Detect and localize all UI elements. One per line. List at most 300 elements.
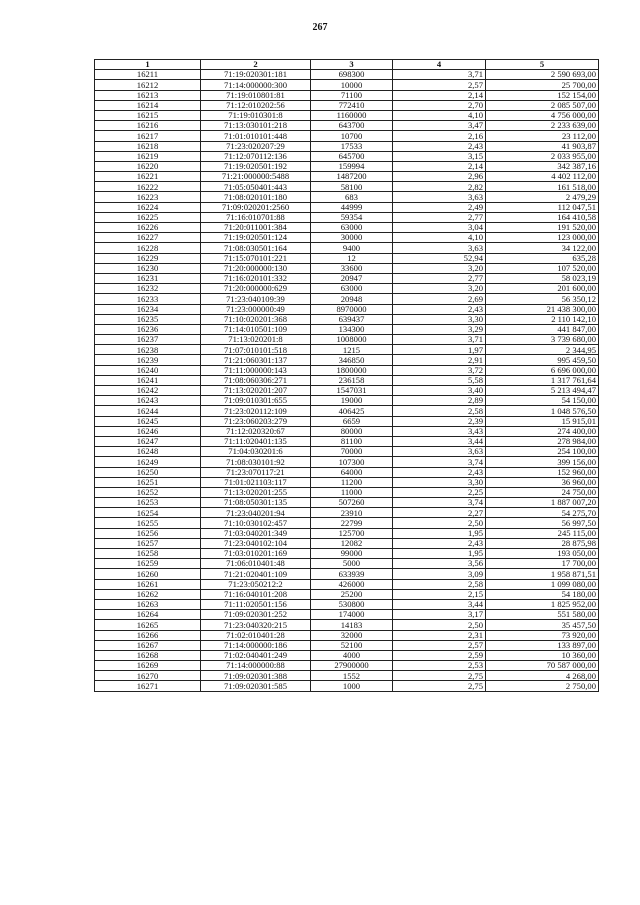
cell-cadastral-number: 71:08:030501:164 [201, 243, 311, 253]
table-row [95, 182, 599, 192]
cell-cadastral-value: 278 984,00 [486, 436, 599, 446]
cell-rate: 2,57 [393, 640, 486, 650]
cell-cadastral-value: 1 958 871,51 [486, 569, 599, 579]
column-header-3: 3 [311, 60, 393, 70]
cell-row-number: 16222 [95, 182, 201, 192]
cell-cadastral-value: 274 400,00 [486, 426, 599, 436]
table-row [95, 467, 599, 477]
cell-cadastral-number: 71:07:010101:518 [201, 345, 311, 355]
table-row [95, 549, 599, 559]
cell-cadastral-value: 152 154,00 [486, 90, 599, 100]
cell-row-number: 16236 [95, 324, 201, 334]
cell-cadastral-number: 71:04:030201:6 [201, 447, 311, 457]
cell-rate: 3,40 [393, 386, 486, 396]
cell-cadastral-number: 71:21:060301:137 [201, 355, 311, 365]
cell-area: 27900000 [311, 661, 393, 671]
cell-cadastral-value: 35 457,50 [486, 620, 599, 630]
cell-cadastral-number: 71:19:020301:181 [201, 70, 311, 80]
cell-row-number: 16250 [95, 467, 201, 477]
cell-cadastral-value: 25 700,00 [486, 80, 599, 90]
table-body [95, 70, 599, 691]
cell-rate: 3,63 [393, 192, 486, 202]
cell-area: 52100 [311, 640, 393, 650]
cell-rate: 3,20 [393, 284, 486, 294]
cell-area: 22799 [311, 518, 393, 528]
cell-cadastral-value: 1 099 080,00 [486, 579, 599, 589]
cell-cadastral-value: 56 997,50 [486, 518, 599, 528]
cell-rate: 2,69 [393, 294, 486, 304]
cell-row-number: 16246 [95, 426, 201, 436]
cell-rate: 2,59 [393, 650, 486, 660]
cell-rate: 2,14 [393, 90, 486, 100]
table-row [95, 538, 599, 548]
cell-area: 1487200 [311, 172, 393, 182]
cell-area: 11000 [311, 487, 393, 497]
cell-cadastral-value: 2 344,95 [486, 345, 599, 355]
cell-row-number: 16254 [95, 508, 201, 518]
table-row [95, 294, 599, 304]
cell-area: 20948 [311, 294, 393, 304]
cell-area: 23910 [311, 508, 393, 518]
cell-rate: 2,77 [393, 212, 486, 222]
cell-cadastral-value: 133 897,00 [486, 640, 599, 650]
cell-rate: 3,63 [393, 243, 486, 253]
cell-cadastral-number: 71:23:040201:94 [201, 508, 311, 518]
cell-cadastral-value: 10 360,00 [486, 650, 599, 660]
table-row [95, 396, 599, 406]
cell-area: 683 [311, 192, 393, 202]
cell-cadastral-number: 71:16:020101:332 [201, 273, 311, 283]
cell-cadastral-value: 551 580,00 [486, 610, 599, 620]
cell-cadastral-value: 56 350,12 [486, 294, 599, 304]
table-row [95, 365, 599, 375]
table-row [95, 599, 599, 609]
cell-cadastral-number: 71:13:020201:255 [201, 487, 311, 497]
cell-cadastral-value: 17 700,00 [486, 559, 599, 569]
cell-row-number: 16226 [95, 223, 201, 233]
cell-cadastral-value: 2 110 142,10 [486, 314, 599, 324]
cell-cadastral-value: 164 410,58 [486, 212, 599, 222]
cell-cadastral-number: 71:19:010801:81 [201, 90, 311, 100]
table-row [95, 386, 599, 396]
cell-area: 507260 [311, 498, 393, 508]
cell-cadastral-value: 23 112,00 [486, 131, 599, 141]
cell-cadastral-number: 71:14:000000:186 [201, 640, 311, 650]
cell-cadastral-number: 71:05:050401:443 [201, 182, 311, 192]
cell-area: 6659 [311, 416, 393, 426]
cell-rate: 2,43 [393, 304, 486, 314]
cell-rate: 3,72 [393, 365, 486, 375]
cell-cadastral-value: 1 825 952,00 [486, 599, 599, 609]
cell-cadastral-number: 71:11:020501:156 [201, 599, 311, 609]
cell-cadastral-value: 191 520,00 [486, 223, 599, 233]
cell-cadastral-number: 71:08:060306:271 [201, 375, 311, 385]
cell-rate: 2,16 [393, 131, 486, 141]
cell-row-number: 16243 [95, 396, 201, 406]
cell-area: 772410 [311, 100, 393, 110]
table-row [95, 80, 599, 90]
cell-cadastral-number: 71:14:000000:300 [201, 80, 311, 90]
cell-area: 80000 [311, 426, 393, 436]
cell-cadastral-number: 71:23:020112:109 [201, 406, 311, 416]
cell-cadastral-number: 71:03:040201:349 [201, 528, 311, 538]
cell-area: 426000 [311, 579, 393, 589]
cell-row-number: 16221 [95, 172, 201, 182]
cell-area: 10000 [311, 80, 393, 90]
cell-rate: 2,43 [393, 141, 486, 151]
table-row [95, 528, 599, 538]
cell-area: 20947 [311, 273, 393, 283]
cell-cadastral-number: 71:09:010301:655 [201, 396, 311, 406]
cell-area: 1800000 [311, 365, 393, 375]
cell-row-number: 16261 [95, 579, 201, 589]
cell-cadastral-number: 71:08:020101:180 [201, 192, 311, 202]
cell-rate: 2,27 [393, 508, 486, 518]
table-row [95, 243, 599, 253]
cell-cadastral-value: 36 960,00 [486, 477, 599, 487]
cell-cadastral-value: 58 023,19 [486, 273, 599, 283]
page-number: 267 [312, 22, 328, 33]
cell-rate: 2,91 [393, 355, 486, 365]
cell-rate: 3,09 [393, 569, 486, 579]
cell-cadastral-number: 71:09:020301:252 [201, 610, 311, 620]
cell-row-number: 16213 [95, 90, 201, 100]
table-row [95, 90, 599, 100]
cell-row-number: 16262 [95, 589, 201, 599]
cell-cadastral-number: 71:20:000000:130 [201, 263, 311, 273]
table-row [95, 202, 599, 212]
table-row [95, 508, 599, 518]
cell-cadastral-value: 399 156,00 [486, 457, 599, 467]
cell-row-number: 16238 [95, 345, 201, 355]
table-row [95, 569, 599, 579]
cell-area: 70000 [311, 447, 393, 457]
cell-rate: 3,71 [393, 335, 486, 345]
cell-row-number: 16231 [95, 273, 201, 283]
table-row [95, 630, 599, 640]
cell-area: 71100 [311, 90, 393, 100]
cell-area: 1000 [311, 681, 393, 691]
cell-cadastral-value: 2 085 507,00 [486, 100, 599, 110]
cell-row-number: 16215 [95, 110, 201, 120]
cell-rate: 2,39 [393, 416, 486, 426]
cell-row-number: 16214 [95, 100, 201, 110]
cell-cadastral-value: 34 122,00 [486, 243, 599, 253]
table-row [95, 589, 599, 599]
column-header-4: 4 [393, 60, 486, 70]
cell-rate: 1,95 [393, 549, 486, 559]
table-row [95, 426, 599, 436]
cell-area: 9400 [311, 243, 393, 253]
cell-cadastral-value: 441 847,00 [486, 324, 599, 334]
cell-cadastral-number: 71:09:020301:585 [201, 681, 311, 691]
cell-rate: 3,17 [393, 610, 486, 620]
cell-cadastral-number: 71:21:000000:5488 [201, 172, 311, 182]
cell-rate: 2,43 [393, 538, 486, 548]
cell-cadastral-number: 71:08:030101:92 [201, 457, 311, 467]
table-row [95, 640, 599, 650]
cell-rate: 3,63 [393, 447, 486, 457]
cell-row-number: 16252 [95, 487, 201, 497]
cell-cadastral-value: 4 402 112,00 [486, 172, 599, 182]
cell-row-number: 16271 [95, 681, 201, 691]
table-row [95, 233, 599, 243]
table-row [95, 212, 599, 222]
cell-row-number: 16224 [95, 202, 201, 212]
table-row [95, 406, 599, 416]
cell-rate: 2,70 [393, 100, 486, 110]
table-row [95, 610, 599, 620]
table-row [95, 518, 599, 528]
cell-cadastral-value: 193 050,00 [486, 549, 599, 559]
cell-area: 406425 [311, 406, 393, 416]
cell-cadastral-number: 71:23:060203:279 [201, 416, 311, 426]
column-header-2: 2 [201, 60, 311, 70]
cell-cadastral-value: 2 479,29 [486, 192, 599, 202]
cell-row-number: 16251 [95, 477, 201, 487]
cell-area: 643700 [311, 121, 393, 131]
cell-cadastral-number: 71:03:010201:169 [201, 549, 311, 559]
cell-rate: 2,77 [393, 273, 486, 283]
table-row [95, 324, 599, 334]
cell-area: 236158 [311, 375, 393, 385]
table-row [95, 355, 599, 365]
cell-area: 99000 [311, 549, 393, 559]
cell-row-number: 16241 [95, 375, 201, 385]
cell-cadastral-number: 71:12:070112:136 [201, 151, 311, 161]
table-row [95, 375, 599, 385]
table-row [95, 253, 599, 263]
cell-row-number: 16263 [95, 599, 201, 609]
cell-area: 81100 [311, 436, 393, 446]
cell-rate: 2,58 [393, 579, 486, 589]
cell-area: 698300 [311, 70, 393, 80]
cell-cadastral-value: 54 180,00 [486, 589, 599, 599]
cell-row-number: 16265 [95, 620, 201, 630]
cell-cadastral-value: 1 048 576,50 [486, 406, 599, 416]
cell-cadastral-number: 71:23:070117:21 [201, 467, 311, 477]
cell-area: 11200 [311, 477, 393, 487]
header-row [95, 60, 599, 70]
cell-rate: 3,30 [393, 477, 486, 487]
cell-row-number: 16235 [95, 314, 201, 324]
cell-row-number: 16233 [95, 294, 201, 304]
cell-area: 5000 [311, 559, 393, 569]
cell-area: 12 [311, 253, 393, 263]
cell-area: 32000 [311, 630, 393, 640]
cell-area: 159994 [311, 161, 393, 171]
cell-row-number: 16264 [95, 610, 201, 620]
cell-cadastral-value: 112 047,51 [486, 202, 599, 212]
cell-area: 19000 [311, 396, 393, 406]
cell-row-number: 16217 [95, 131, 201, 141]
cell-row-number: 16269 [95, 661, 201, 671]
table-row [95, 141, 599, 151]
cadastral-value-table [94, 59, 599, 692]
cell-cadastral-number: 71:21:020401:109 [201, 569, 311, 579]
cell-row-number: 16267 [95, 640, 201, 650]
table-row [95, 314, 599, 324]
cell-cadastral-value: 245 115,00 [486, 528, 599, 538]
cell-cadastral-value: 201 600,00 [486, 284, 599, 294]
cell-rate: 2,25 [393, 487, 486, 497]
cell-row-number: 16225 [95, 212, 201, 222]
cell-area: 30000 [311, 233, 393, 243]
cell-area: 58100 [311, 182, 393, 192]
cell-rate: 1,97 [393, 345, 486, 355]
cell-cadastral-number: 71:23:020207:29 [201, 141, 311, 151]
cell-row-number: 16211 [95, 70, 201, 80]
cell-rate: 2,57 [393, 80, 486, 90]
cell-row-number: 16240 [95, 365, 201, 375]
cell-cadastral-value: 15 915,01 [486, 416, 599, 426]
table-row [95, 650, 599, 660]
cell-rate: 3,74 [393, 457, 486, 467]
table-row [95, 345, 599, 355]
cell-row-number: 16257 [95, 538, 201, 548]
cell-cadastral-number: 71:09:020201:2560 [201, 202, 311, 212]
table-row [95, 620, 599, 630]
table-row [95, 335, 599, 345]
cell-cadastral-number: 71:19:010301:8 [201, 110, 311, 120]
cell-cadastral-value: 1 887 007,20 [486, 498, 599, 508]
cell-area: 639437 [311, 314, 393, 324]
table-row [95, 100, 599, 110]
cell-row-number: 16229 [95, 253, 201, 263]
cell-cadastral-number: 71:08:050301:135 [201, 498, 311, 508]
table-row [95, 436, 599, 446]
cell-area: 1008000 [311, 335, 393, 345]
cell-cadastral-number: 71:14:010501:109 [201, 324, 311, 334]
cell-area: 125700 [311, 528, 393, 538]
cell-cadastral-value: 152 960,00 [486, 467, 599, 477]
table-row [95, 263, 599, 273]
cell-area: 59354 [311, 212, 393, 222]
cell-cadastral-number: 71:16:010701:88 [201, 212, 311, 222]
cell-rate: 3,04 [393, 223, 486, 233]
table-row [95, 579, 599, 589]
cell-cadastral-value: 73 920,00 [486, 630, 599, 640]
cell-cadastral-value: 5 213 494,47 [486, 386, 599, 396]
cell-rate: 3,20 [393, 263, 486, 273]
cell-area: 8970000 [311, 304, 393, 314]
cell-cadastral-value: 54 150,00 [486, 396, 599, 406]
cell-cadastral-value: 70 587 000,00 [486, 661, 599, 671]
table-row [95, 671, 599, 681]
cell-cadastral-value: 2 233 639,00 [486, 121, 599, 131]
cell-area: 4000 [311, 650, 393, 660]
cell-area: 44999 [311, 202, 393, 212]
cell-cadastral-number: 71:01:010101:448 [201, 131, 311, 141]
cell-rate: 3,15 [393, 151, 486, 161]
cell-row-number: 16237 [95, 335, 201, 345]
table-row [95, 304, 599, 314]
cell-cadastral-number: 71:11:020401:135 [201, 436, 311, 446]
cell-cadastral-value: 342 387,16 [486, 161, 599, 171]
cell-rate: 2,50 [393, 518, 486, 528]
cell-area: 1215 [311, 345, 393, 355]
cell-cadastral-number: 71:09:020301:388 [201, 671, 311, 681]
cell-cadastral-value: 2 750,00 [486, 681, 599, 691]
cell-area: 633939 [311, 569, 393, 579]
table-row [95, 151, 599, 161]
cell-area: 107300 [311, 457, 393, 467]
cell-area: 1552 [311, 671, 393, 681]
cell-rate: 3,43 [393, 426, 486, 436]
table-row [95, 477, 599, 487]
cell-cadastral-number: 71:13:030101:218 [201, 121, 311, 131]
cell-area: 14183 [311, 620, 393, 630]
cell-cadastral-number: 71:23:040102:104 [201, 538, 311, 548]
cell-row-number: 16253 [95, 498, 201, 508]
cell-cadastral-value: 6 696 000,00 [486, 365, 599, 375]
cell-area: 10700 [311, 131, 393, 141]
cell-area: 134300 [311, 324, 393, 334]
cell-cadastral-value: 1 317 761,64 [486, 375, 599, 385]
table-row [95, 70, 599, 80]
cell-rate: 3,44 [393, 599, 486, 609]
cell-rate: 2,75 [393, 671, 486, 681]
cell-row-number: 16244 [95, 406, 201, 416]
cell-area: 17533 [311, 141, 393, 151]
cell-rate: 2,75 [393, 681, 486, 691]
cell-area: 25200 [311, 589, 393, 599]
cell-cadastral-number: 71:01:021103:117 [201, 477, 311, 487]
cell-cadastral-number: 71:16:040101:208 [201, 589, 311, 599]
table-row [95, 192, 599, 202]
cell-cadastral-value: 4 756 000,00 [486, 110, 599, 120]
cell-row-number: 16218 [95, 141, 201, 151]
cell-area: 63000 [311, 223, 393, 233]
cell-row-number: 16230 [95, 263, 201, 273]
cell-cadastral-number: 71:06:010401:48 [201, 559, 311, 569]
table-row [95, 457, 599, 467]
cell-row-number: 16234 [95, 304, 201, 314]
cell-area: 64000 [311, 467, 393, 477]
cell-cadastral-value: 254 100,00 [486, 447, 599, 457]
cell-cadastral-number: 71:10:020201:368 [201, 314, 311, 324]
cell-area: 530800 [311, 599, 393, 609]
cell-rate: 2,31 [393, 630, 486, 640]
cell-row-number: 16247 [95, 436, 201, 446]
table-row [95, 447, 599, 457]
cell-cadastral-value: 635,28 [486, 253, 599, 263]
cell-cadastral-number: 71:23:040109:39 [201, 294, 311, 304]
table-row [95, 223, 599, 233]
cell-row-number: 16260 [95, 569, 201, 579]
cell-rate: 4,10 [393, 110, 486, 120]
cell-row-number: 16255 [95, 518, 201, 528]
cell-rate: 2,53 [393, 661, 486, 671]
cell-area: 63000 [311, 284, 393, 294]
cell-cadastral-number: 71:20:000000:629 [201, 284, 311, 294]
cell-rate: 3,56 [393, 559, 486, 569]
cell-area: 33600 [311, 263, 393, 273]
cell-cadastral-number: 71:23:050212:2 [201, 579, 311, 589]
cell-cadastral-value: 107 520,00 [486, 263, 599, 273]
cell-rate: 4,10 [393, 233, 486, 243]
cell-area: 12082 [311, 538, 393, 548]
cell-rate: 2,14 [393, 161, 486, 171]
cell-row-number: 16216 [95, 121, 201, 131]
cell-cadastral-value: 41 903,87 [486, 141, 599, 151]
cell-row-number: 16256 [95, 528, 201, 538]
cell-cadastral-value: 3 739 680,00 [486, 335, 599, 345]
column-header-5: 5 [486, 60, 599, 70]
cell-row-number: 16242 [95, 386, 201, 396]
table-row [95, 416, 599, 426]
table-row [95, 284, 599, 294]
